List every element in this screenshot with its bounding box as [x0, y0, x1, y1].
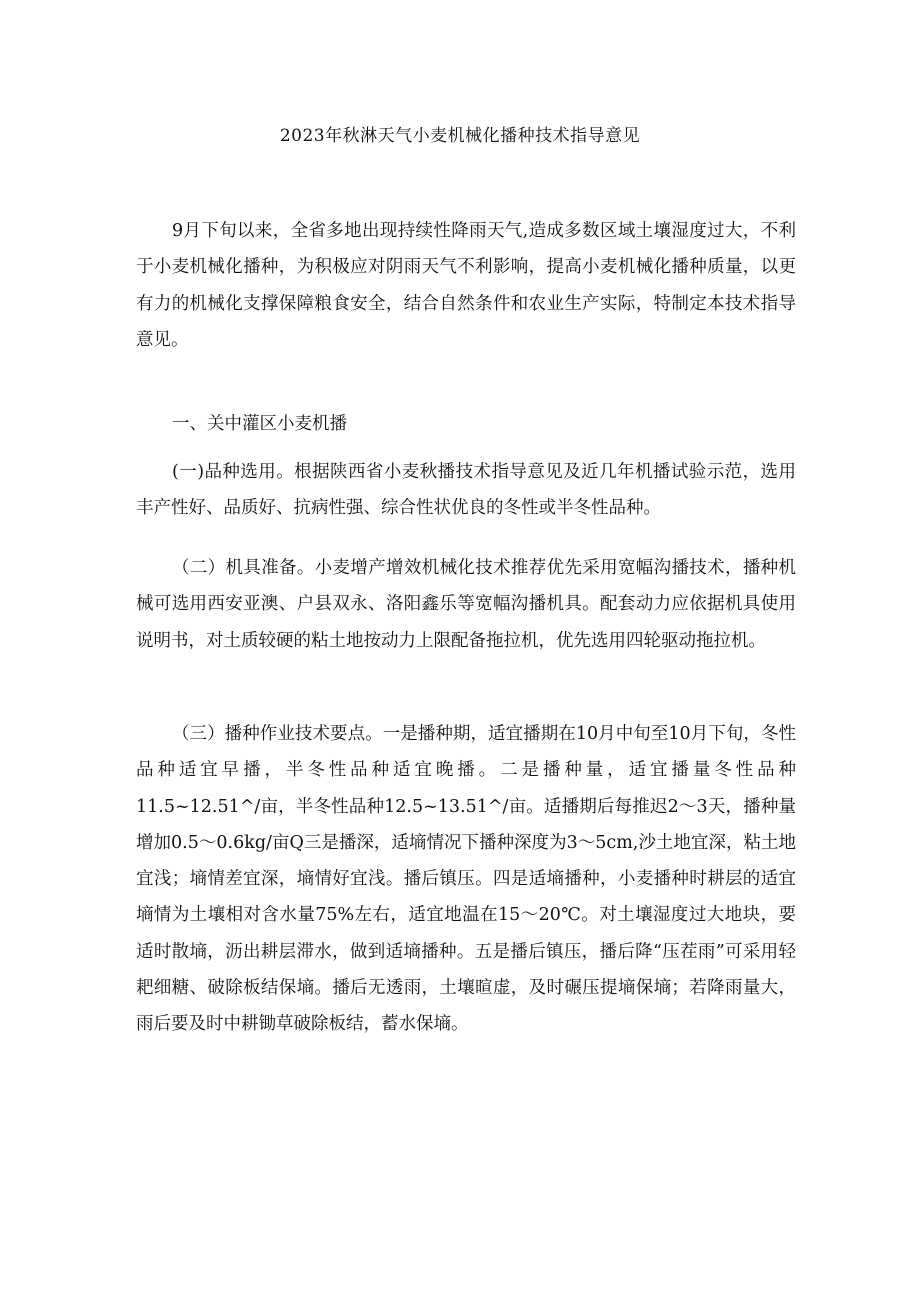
- section-heading-1: 一、关中灌区小麦机播: [172, 414, 347, 434]
- intro-paragraph: 9月下旬以来，全省多地出现持续性降雨天气,造成多数区域土壤湿度过大，不利于小麦机械化播种，为积极应对阴雨天气不利影响，提高小麦机械化播种质量，以更有力的机械化支撑保障粮食安全，结合自然条件和农业生产实际，特制定本技术指导意见。: [136, 221, 796, 350]
- item-machinery-preparation: （二）机具准备。小麦增产增效机械化技术推荐优先采用宽幅沟播技术，播种机械可选用西安亚澳、户县双永、洛阳鑫乐等宽幅沟播机具。配套动力应依据机具使用说明书，对土质较硬的粘土地按动力上限配备拖拉机，优先选用四轮驱动拖拉机。: [136, 558, 796, 651]
- item-variety-selection: (一)品种选用。根据陕西省小麦秋播技术指导意见及近几年机播试验示范，选用丰产性好、品质好、抗病性强、综合性状优良的冬性或半冬性品种。: [136, 462, 796, 519]
- document-title: 2023年秋淋天气小麦机械化播种技术指导意见: [279, 126, 641, 146]
- item-sowing-technique: （三）播种作业技术要点。一是播种期，适宜播期在10月中旬至10月下旬，冬性品种适宜早播，半冬性品种适宜晚播。二是播种量，适宜播量冬性品种11.5~12.51^/亩，半冬性品种12.5~13.51^/亩。适播期后每推迟2～3天，播种量增加0.5～0.6kg/亩Q三是播深，适墒情况下播种深度为3～5cm,沙土地宜深，粘土地宜浅；墒情差宜深，墒情好宜浅。播后镇压。四是适墒播种，小麦播种时耕层的适宜墒情为土壤相对含水量75%左右，适宜地温在15～20℃。对土壤湿度过大地块，要适时散墒，沥出耕层滞水，做到适墒播种。五是播后镇压，播后降“压茬雨”可采用轻耙细糖、破除板结保墒。播后无透雨，土壤暄虚，及时碾压提墒保墒；若降雨量大，雨后要及时中耕锄草破除板结，蓄水保墒。: [136, 724, 796, 1035]
